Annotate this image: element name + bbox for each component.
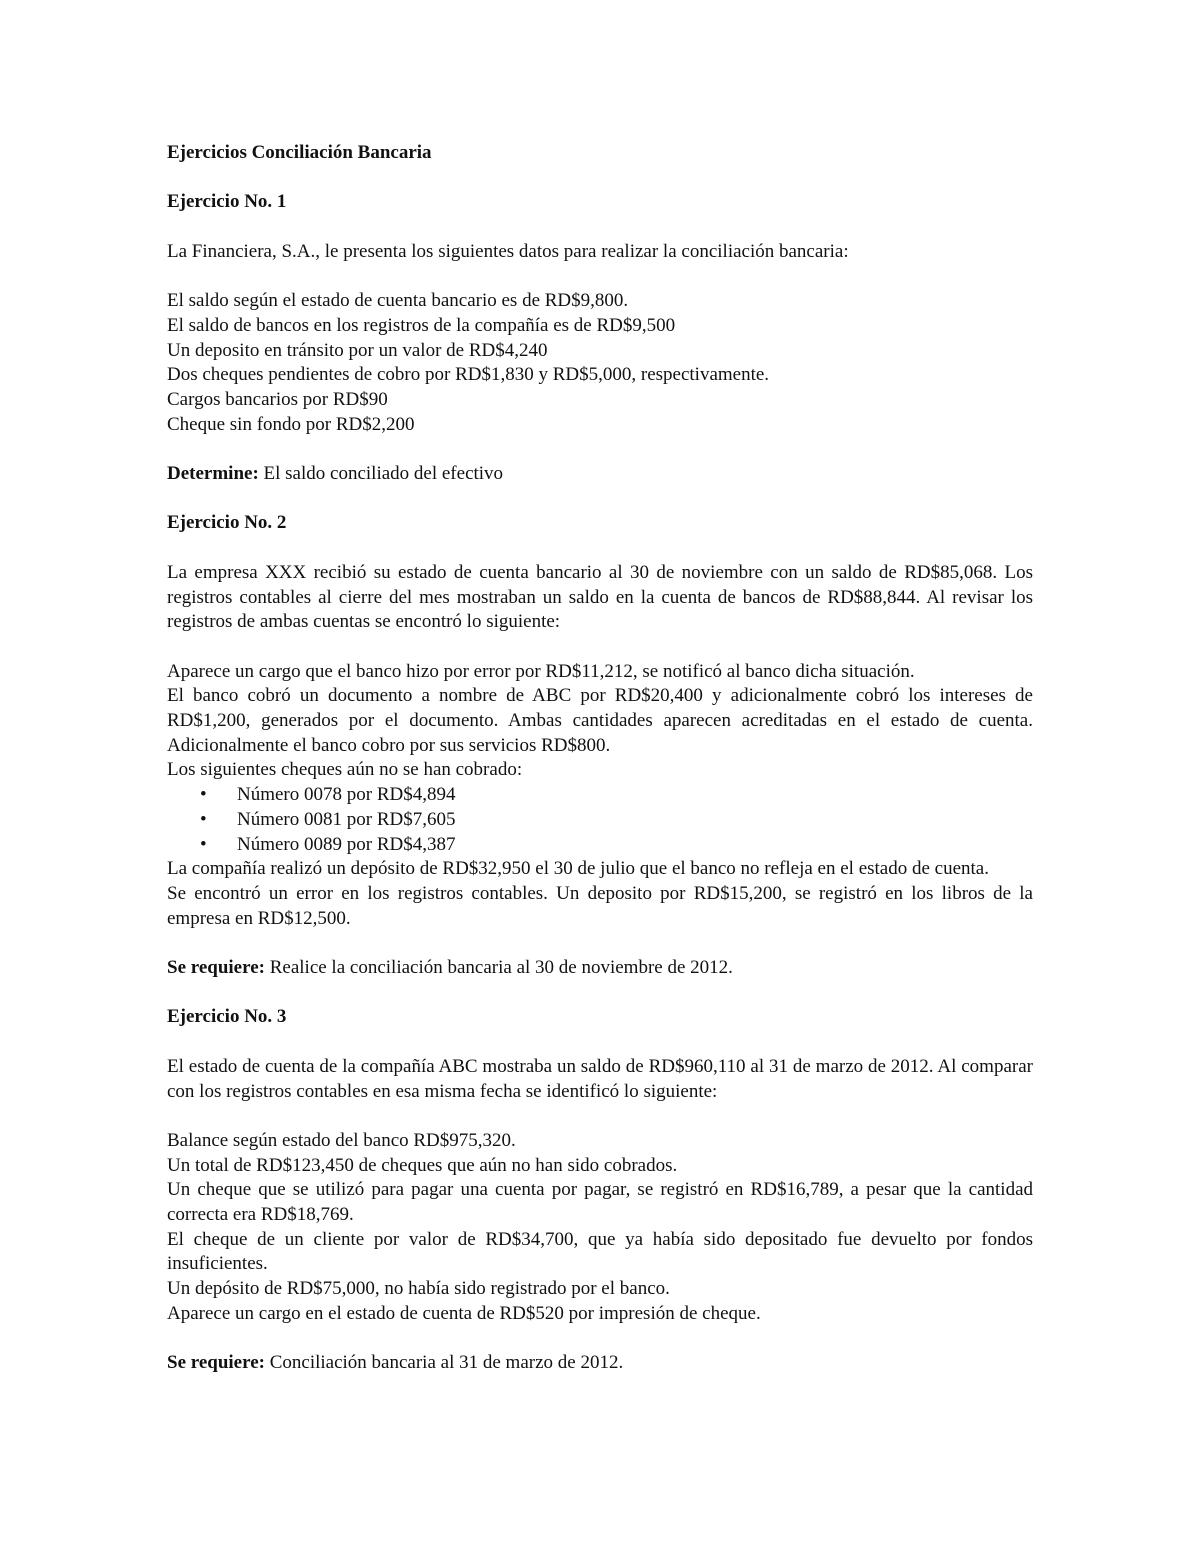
bullet-icon: • — [200, 833, 207, 855]
exercise-2-task — [167, 956, 1033, 981]
exercise-2-paragraph: Aparece un cargo que el banco hizo por error por RD$11,212, se notificó al banco dicha situación. — [167, 660, 915, 682]
exercise-3-intro: El estado de cuenta de la compañía ABC mostraba un saldo de RD$960,110 al 31 de marzo de 2012. Al comparar con los registros contables en esa misma fecha se identificó lo siguiente: — [167, 1055, 1033, 1102]
exercise-1-line: Cheque sin fondo por RD$2,200 — [167, 413, 415, 435]
exercise-1-line: El saldo de bancos en los registros de la compañía es de RD$9,500 — [167, 314, 676, 336]
exercise-3-paragraph: Un total de RD$123,450 de cheques que aún no han sido cobrados. — [167, 1154, 678, 1176]
document-page — [167, 141, 1033, 1376]
pending-checks-list — [167, 783, 1033, 857]
exercise-2-paragraph: Los siguientes cheques aún no se han cobrado: — [167, 759, 523, 781]
exercise-1-data-list — [167, 289, 1033, 437]
exercise-2-paragraph: La compañía realizó un depósito de RD$32,950 el 30 de julio que el banco no refleja en el estado de cuenta. — [167, 858, 989, 880]
list-item — [167, 808, 1033, 833]
list-item-text: Número 0089 por RD$4,387 — [237, 833, 456, 855]
exercise-3-task-label: Se requiere: — [167, 1352, 265, 1374]
list-item — [167, 783, 1033, 808]
exercise-2-task-label: Se requiere: — [167, 957, 265, 979]
exercise-2-paragraph: El banco cobró un documento a nombre de ABC por RD$20,400 y adicionalmente cobró los intereses de RD$1,200, generados por el documento. Ambas cantidades aparecen acreditadas en el estado de cuenta. Adicionalmente el banco cobro por sus servicios RD$800. — [167, 685, 1033, 756]
exercise-1-intro: La Financiera, S.A., le presenta los siguientes datos para realizar la conciliación bancaria: — [167, 240, 849, 262]
exercise-1-task-label: Determine: — [167, 463, 259, 485]
exercise-2-paragraph: Se encontró un error en los registros contables. Un deposito por RD$15,200, se registró en los libros de la empresa en RD$12,500. — [167, 882, 1033, 929]
list-item — [167, 833, 1033, 858]
exercise-1-line: El saldo según el estado de cuenta bancario es de RD$9,800. — [167, 290, 629, 312]
exercise-1-line: Un deposito en tránsito por un valor de RD$4,240 — [167, 339, 548, 361]
exercise-3-paragraph: Un cheque que se utilizó para pagar una cuenta por pagar, se registró en RD$16,789, a pesar que la cantidad correcta era RD$18,769. — [167, 1179, 1033, 1226]
exercise-3-paragraph: El cheque de un cliente por valor de RD$34,700, que ya había sido depositado fue devuelto por fondos insuficientes. — [167, 1228, 1033, 1275]
exercise-3-paragraph: Balance según estado del banco RD$975,320. — [167, 1129, 516, 1151]
exercise-1-line: Dos cheques pendientes de cobro por RD$1,830 y RD$5,000, respectivamente. — [167, 364, 770, 386]
exercise-3-task — [167, 1351, 1033, 1376]
bullet-icon: • — [200, 808, 207, 830]
exercise-3-paragraph: Aparece un cargo en el estado de cuenta de RD$520 por impresión de cheque. — [167, 1302, 761, 1324]
exercise-1-line: Cargos bancarios por RD$90 — [167, 388, 388, 410]
exercise-2-intro: La empresa XXX recibió su estado de cuenta bancario al 30 de noviembre con un saldo de RD$85,068. Los registros contables al cierre del mes mostraban un saldo en la cuenta de bancos de RD$88,844. Al revisar los registros de ambas cuentas se encontró lo siguiente: — [167, 561, 1033, 633]
exercise-2-heading: Ejercicio No. 2 — [167, 512, 287, 534]
exercise-3-paragraph: Un depósito de RD$75,000, no había sido registrado por el banco. — [167, 1278, 670, 1300]
exercise-3-task-text: Conciliación bancaria al 31 de marzo de 2012. — [264, 1352, 624, 1374]
exercise-3-heading: Ejercicio No. 3 — [167, 1006, 287, 1028]
exercise-1-task — [167, 462, 1033, 487]
document-title: Ejercicios Conciliación Bancaria — [167, 142, 432, 163]
list-item-text: Número 0081 por RD$7,605 — [237, 808, 456, 830]
exercise-1-heading: Ejercicio No. 1 — [167, 191, 287, 213]
list-item-text: Número 0078 por RD$4,894 — [237, 784, 456, 806]
exercise-1-task-text: El saldo conciliado del efectivo — [258, 463, 504, 485]
bullet-icon: • — [200, 784, 207, 806]
exercise-2-task-text: Realice la conciliación bancaria al 30 de noviembre de 2012. — [264, 957, 733, 979]
